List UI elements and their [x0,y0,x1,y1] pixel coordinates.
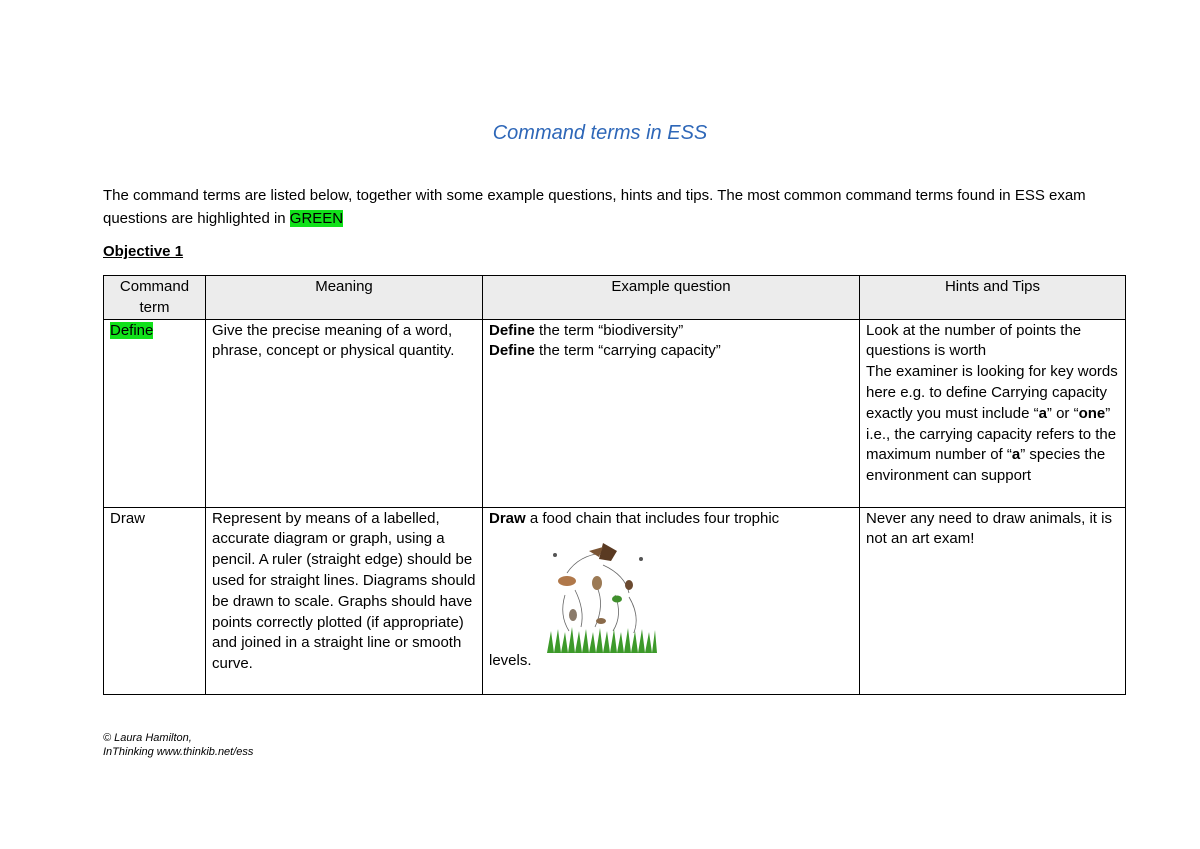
example-cell [483,319,860,507]
example-text: the term “carrying capacity” [534,342,721,360]
intro-text: The command terms are listed below, together with some example questions, hints and tips. The most common command terms found in ESS exam questions are highlighted in [103,187,1086,227]
hints-cell: Never any need to draw animals, it is not an art exam! [860,507,1126,694]
command-terms-table [103,275,1126,695]
intro-highlight: GREEN [289,210,344,227]
intro-paragraph [103,184,1103,230]
meaning-cell: Represent by means of a labelled, accurate diagram or graph, using a pencil. A ruler (straight edge) should be used for straight lines. Diagrams should be drawn to scale. Graphs should have points correctly plotted (if appropriate) and joined in a straight line or smooth curve. [206,507,483,694]
table-row [104,507,1126,694]
food-web-diagram-icon [545,535,657,653]
example-line [489,341,853,362]
footer-author: © Laura Hamilton, [103,732,192,744]
header-command-term: Command term [104,276,206,320]
example-line [489,321,853,342]
table-header-row [104,276,1126,320]
page-title: Command terms in ESS [492,122,708,144]
hint-paragraph: The examiner is looking for key words here e.g. to define Carrying capacity exactly you must include “a” or “one” i.e., the carrying capacity refers to the maximum number of “a” species the environment can support [866,363,1118,485]
example-keyword: Draw [489,509,526,527]
example-text: a food chain that includes four trophic [525,509,780,527]
footer-credit [103,731,253,759]
footer-site: InThinking www.thinkib.net/ess [103,746,254,758]
hints-cell [860,319,1126,507]
table-row [104,319,1126,507]
header-meaning: Meaning [206,276,483,320]
meaning-cell: Give the precise meaning of a word, phrase, concept or physical quantity. [206,319,483,507]
term-define: Define [110,321,154,339]
example-text: the term “biodiversity” [534,321,684,339]
example-line [489,509,853,530]
example-tail: levels. [489,652,532,670]
term-cell [104,507,206,694]
hint-paragraph: Look at the number of points the questions is worth [866,321,1082,360]
example-keyword: Define [489,342,535,360]
header-hints-tips: Hints and Tips [860,276,1126,320]
term-cell [104,319,206,507]
example-keyword: Define [489,321,535,339]
section-heading: Objective 1 [103,243,184,260]
example-cell [483,507,860,694]
header-example-question: Example question [483,276,860,320]
term-draw: Draw [110,509,146,527]
